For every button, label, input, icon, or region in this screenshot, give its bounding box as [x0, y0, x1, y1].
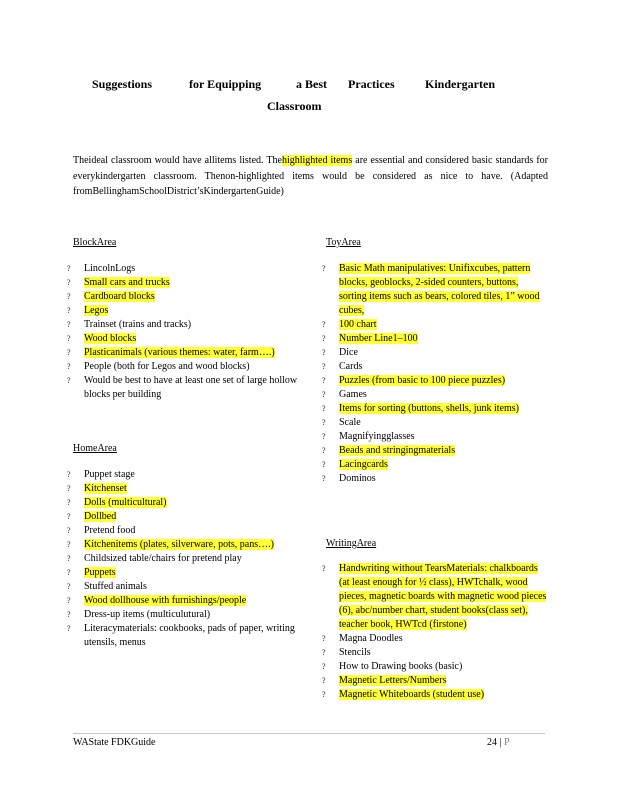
bullet-icon: ?: [322, 390, 326, 399]
bullet-icon: ?: [322, 264, 326, 273]
intro-paragraph: [73, 153, 548, 200]
list-item: [67, 622, 305, 650]
bullet-icon: ?: [67, 526, 71, 535]
bullet-icon: ?: [67, 362, 71, 371]
list-item: [67, 318, 305, 332]
list-item-text: Number Line1–100: [339, 333, 418, 344]
list-item-text: Stuffed animals: [84, 581, 147, 592]
list-item-text: Stencils: [339, 647, 371, 658]
list-item-text: Would be best to have at least one set of large hollow blocks per building: [84, 375, 298, 400]
list-item-text: Cardboard blocks: [84, 291, 155, 302]
list-item: [67, 608, 305, 622]
list-item-text: Lacingcards: [339, 459, 388, 470]
footer-divider: [73, 733, 545, 734]
list-item: [322, 444, 548, 458]
bullet-icon: ?: [67, 484, 71, 493]
bullet-icon: ?: [322, 376, 326, 385]
bullet-icon: ?: [67, 554, 71, 563]
list-item-text: Puzzles (from basic to 100 piece puzzles): [339, 375, 506, 386]
heading-writing-area: WritingArea: [326, 538, 377, 549]
list-item-text: People (both for Legos and wood blocks): [84, 361, 250, 372]
list-item: [322, 318, 548, 332]
list-item-text: Dice: [339, 347, 358, 358]
list-item-text: Trainset (trains and tracks): [84, 319, 192, 330]
list-item-text: Games: [339, 389, 367, 400]
list-item: [67, 276, 305, 290]
bullet-icon: ?: [322, 676, 326, 685]
list-item-text: Magnetic Letters/Numbers: [339, 675, 447, 686]
bullet-icon: ?: [322, 474, 326, 483]
heading-toy-area: ToyArea: [326, 237, 361, 248]
bullet-icon: ?: [67, 376, 71, 385]
bullet-icon: ?: [322, 648, 326, 657]
bullet-icon: ?: [67, 278, 71, 287]
footer-guide-name: WAState FDKGuide: [73, 737, 156, 748]
list-item-text: LincolnLogs: [84, 263, 136, 274]
list-item: [322, 660, 548, 674]
title-word-kindergarten: Kindergarten: [425, 77, 495, 91]
list-item: [322, 346, 548, 360]
list-item: [67, 346, 305, 360]
list-item-text: Dominos: [339, 473, 376, 484]
list-item-text: Plasticanimals (various themes: water, farm….): [84, 347, 275, 358]
list-item-text: Items for sorting (buttons, shells, junk items): [339, 403, 519, 414]
bullet-icon: ?: [322, 334, 326, 343]
bullet-icon: ?: [67, 582, 71, 591]
list-home-area: [67, 468, 305, 650]
list-item: [67, 580, 305, 594]
heading-home-area: HomeArea: [73, 443, 117, 454]
bullet-icon: ?: [67, 540, 71, 549]
list-item: [67, 510, 305, 524]
bullet-icon: ?: [67, 596, 71, 605]
bullet-icon: ?: [67, 568, 71, 577]
list-item: [322, 332, 548, 346]
intro-part-1: Theideal classroom would have allitems listed. The: [73, 155, 282, 166]
list-item: [322, 646, 548, 660]
list-item: [322, 388, 548, 402]
heading-block-area: BlockArea: [73, 237, 117, 248]
list-writing-area: [322, 562, 548, 702]
list-item: [322, 430, 548, 444]
list-item: [322, 262, 548, 318]
list-item: [322, 688, 548, 702]
bullet-icon: ?: [322, 432, 326, 441]
bullet-icon: ?: [322, 634, 326, 643]
bullet-icon: ?: [67, 348, 71, 357]
bullet-icon: ?: [322, 320, 326, 329]
list-item-text: Puppets: [84, 567, 116, 578]
bullet-icon: ?: [67, 292, 71, 301]
page-separator: |: [499, 737, 502, 748]
list-item: [67, 468, 305, 482]
list-item: [67, 290, 305, 304]
footer-page-info: [487, 737, 510, 748]
list-block-area: [67, 262, 305, 402]
bullet-icon: ?: [67, 512, 71, 521]
list-item: [67, 566, 305, 580]
list-item-text: Legos: [84, 305, 109, 316]
bullet-icon: ?: [322, 446, 326, 455]
list-item-text: How to Drawing books (basic): [339, 661, 463, 672]
bullet-icon: ?: [67, 470, 71, 479]
list-item-text: Dollbed: [84, 511, 117, 522]
list-item: [67, 374, 305, 402]
list-item: [322, 472, 548, 486]
bullet-icon: ?: [322, 662, 326, 671]
list-item: [67, 482, 305, 496]
list-item-text: Pretend food: [84, 525, 136, 536]
list-item: [322, 632, 548, 646]
list-item: [67, 524, 305, 538]
list-item: [322, 402, 548, 416]
list-item-text: Handwriting without TearsMaterials: chalkboards (at least enough for ½ class), HWTchalk, wood pieces, magnetic boards with magnetic wood pieces (6), abc/number chart, student books(class set), teacher book, HWTcd (firstone): [339, 563, 547, 630]
list-item-text: Childsized table/chairs for pretend play: [84, 553, 242, 564]
list-item-text: Wood blocks: [84, 333, 137, 344]
bullet-icon: ?: [67, 320, 71, 329]
list-item-text: Scale: [339, 417, 361, 428]
list-item-text: Magna Doodles: [339, 633, 403, 644]
list-item: [67, 496, 305, 510]
title-line-2: Classroom: [267, 99, 322, 113]
bullet-icon: ?: [67, 306, 71, 315]
bullet-icon: ?: [322, 362, 326, 371]
list-item-text: 100 chart: [339, 319, 377, 330]
list-item-text: Literacymaterials: cookbooks, pads of paper, writing utensils, menus: [84, 623, 295, 648]
list-item-text: Basic Math manipulatives: Unifixcubes, pattern blocks, geoblocks, 2‐sided counters, buttons, sorting items such as bears, colored tiles, 1” wood cubes,: [339, 263, 540, 316]
intro-part-2: are essential and considered basic standards for everykindergarten classroom. Thenon‐highlighted items would be considered as nice to have. (Adapted fromBellinghamSchoolDistrict’sKindergartenGuide): [73, 155, 548, 197]
list-item: [67, 552, 305, 566]
intro-highlight: highlighted items: [281, 155, 353, 166]
list-item: [67, 304, 305, 318]
list-item: [322, 562, 548, 632]
list-item-text: Wood dollhouse with furnishings/people: [84, 595, 247, 606]
list-item-text: Kitchenitems (plates, silverware, pots, pans….): [84, 539, 274, 550]
page-number: 24: [487, 737, 497, 748]
bullet-icon: ?: [322, 690, 326, 699]
list-item-text: Puppet stage: [84, 469, 135, 480]
title-word-practices: Practices: [348, 77, 395, 91]
list-item: [322, 458, 548, 472]
bullet-icon: ?: [322, 404, 326, 413]
list-item-text: Magnifyingglasses: [339, 431, 415, 442]
bullet-icon: ?: [67, 610, 71, 619]
bullet-icon: ?: [322, 460, 326, 469]
bullet-icon: ?: [67, 498, 71, 507]
list-item-text: Kitchenset: [84, 483, 127, 494]
title-word-a-best: a Best: [296, 77, 327, 91]
list-item-text: Dolls (multicultural): [84, 497, 167, 508]
list-item: [322, 674, 548, 688]
list-toy-area: [322, 262, 548, 486]
bullet-icon: ?: [322, 564, 326, 573]
list-item: [322, 360, 548, 374]
bullet-icon: ?: [67, 264, 71, 273]
bullet-icon: ?: [67, 624, 71, 633]
page-label: P: [504, 737, 510, 748]
list-item: [67, 332, 305, 346]
list-item: [67, 538, 305, 552]
list-item-text: Dress‐up items (multiculutural): [84, 609, 211, 620]
list-item-text: Beads and stringingmaterials: [339, 445, 456, 456]
list-item: [67, 594, 305, 608]
list-item: [67, 262, 305, 276]
bullet-icon: ?: [322, 418, 326, 427]
list-item-text: Cards: [339, 361, 363, 372]
bullet-icon: ?: [67, 334, 71, 343]
title-word-suggestions: Suggestions: [92, 77, 153, 91]
list-item: [67, 360, 305, 374]
list-item-text: Magnetic Whiteboards (student use): [339, 689, 485, 700]
title-word-for-equipping: for Equipping: [189, 77, 262, 91]
list-item-text: Small cars and trucks: [84, 277, 170, 288]
bullet-icon: ?: [322, 348, 326, 357]
list-item: [322, 374, 548, 388]
list-item: [322, 416, 548, 430]
